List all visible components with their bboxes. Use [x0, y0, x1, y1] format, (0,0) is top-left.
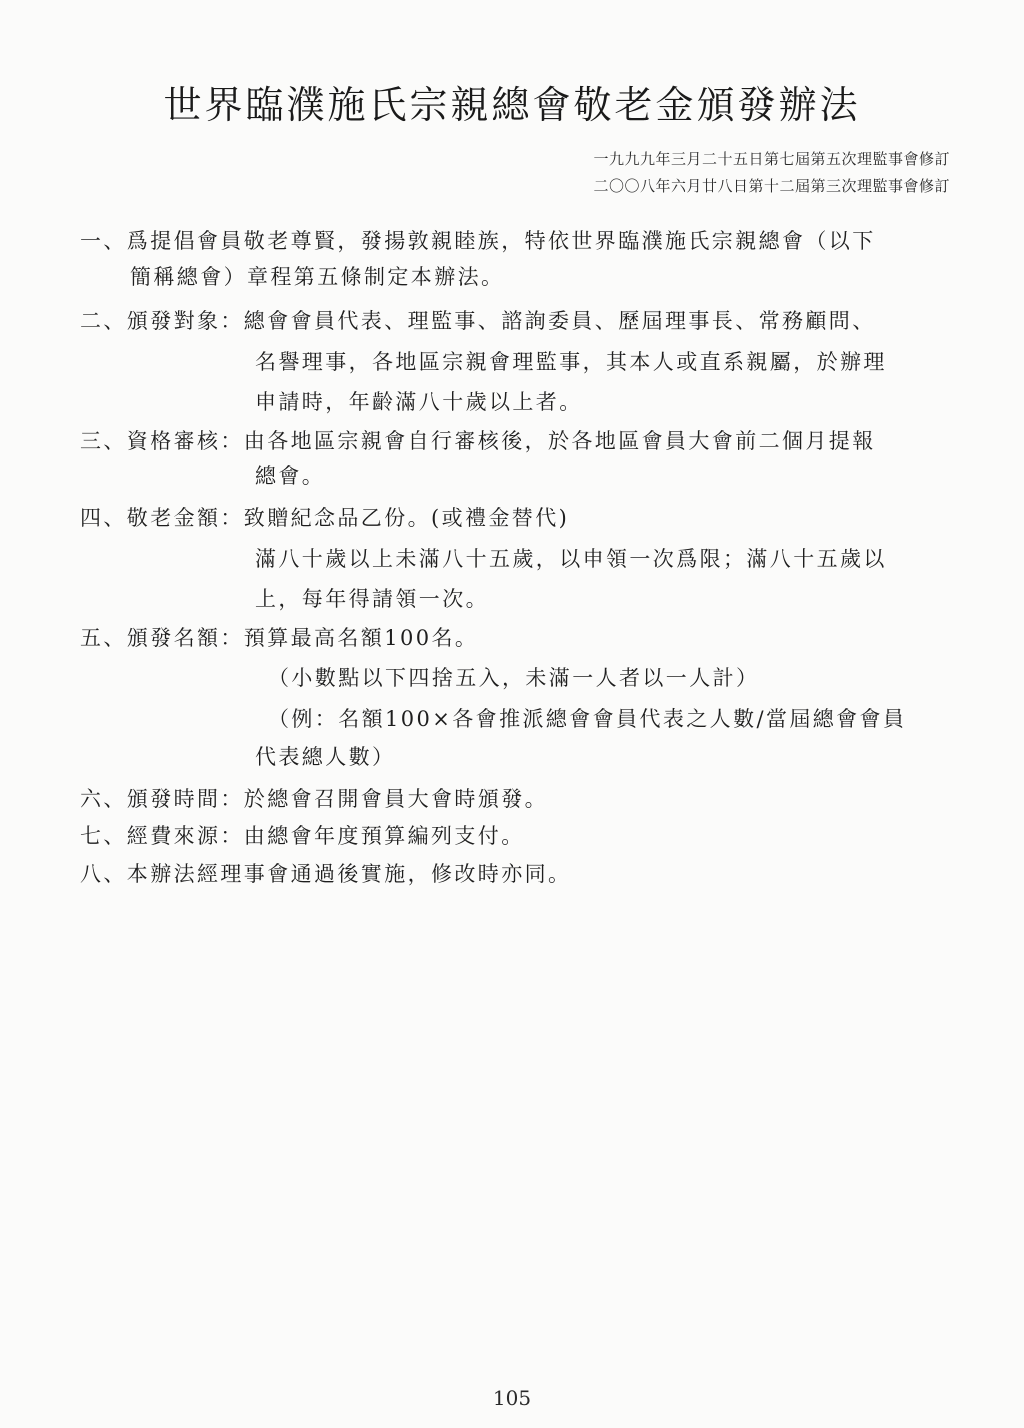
article-2-line-3: 申請時，年齡滿八十歲以上者。: [255, 390, 583, 414]
article-6-line-1: 六、頒發時間：於總會召開會員大會時頒發。: [80, 787, 548, 811]
article-3-line-1: 三、資格審核：由各地區宗親會自行審核後，於各地區會員大會前二個月提報: [80, 429, 876, 453]
article-8-line-1: 八、本辦法經理事會通過後實施，修改時亦同。: [80, 862, 572, 886]
article-1-line-2: 簡稱總會）章程第五條制定本辦法。: [130, 265, 505, 289]
article-5-line-3: （例：名額100×各會推派總會會員代表之人數/當屆總會會員: [268, 707, 907, 731]
revision-note-2008: 二〇〇八年六月廿八日第十二屆第三次理監事會修訂: [593, 177, 950, 195]
article-5-line-4: 代表總人數）: [255, 745, 396, 769]
article-2-line-1: 二、頒發對象：總會會員代表、理監事、諮詢委員、歷屆理事長、常務顧問、: [80, 309, 876, 333]
article-1-line-1: 一、爲提倡會員敬老尊賢，發揚敦親睦族，特依世界臨濮施氏宗親總會（以下: [80, 229, 876, 253]
article-4-line-2: 滿八十歲以上未滿八十五歲，以申領一次爲限；滿八十五歲以: [255, 547, 887, 571]
article-3-line-2: 總會。: [255, 464, 326, 488]
page-number: 105: [492, 1386, 532, 1410]
article-5-line-2: （小數點以下四捨五入，未滿一人者以一人計）: [268, 666, 760, 690]
article-5-line-1: 五、頒發名額：預算最高名額100名。: [80, 626, 479, 650]
article-7-line-1: 七、經費來源：由總會年度預算編列支付。: [80, 824, 525, 848]
article-2-line-2: 名譽理事，各地區宗親會理監事，其本人或直系親屬，於辦理: [255, 350, 887, 374]
article-4-line-3: 上，每年得請領一次。: [255, 587, 489, 611]
document-title: 世界臨濮施氏宗親總會敬老金頒發辦法: [163, 83, 861, 127]
article-4-line-1: 四、敬老金額：致贈紀念品乙份。(或禮金替代): [80, 506, 570, 530]
revision-note-1999: 一九九九年三月二十五日第七屆第五次理監事會修訂: [593, 150, 950, 168]
